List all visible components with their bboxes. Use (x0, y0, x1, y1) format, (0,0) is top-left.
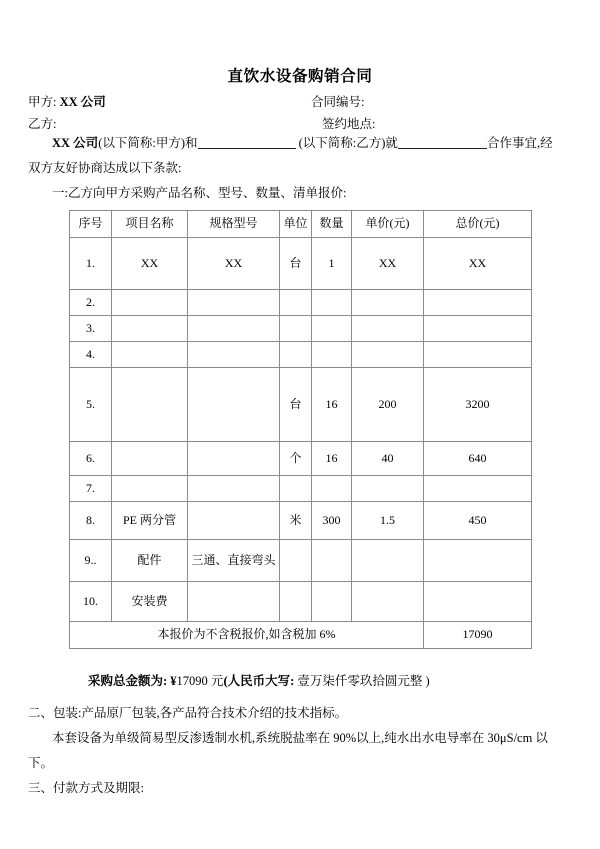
cell-spec (188, 315, 280, 341)
table-row (70, 581, 532, 621)
blank-subject-start (398, 148, 415, 149)
capital-amount: 壹万柒仟零玖拾圆元整 (297, 673, 423, 688)
th-price: 单价(元) (352, 210, 424, 237)
party-a-line (0, 87, 600, 109)
table-header-row (70, 210, 532, 237)
cell-total (424, 341, 532, 367)
cell-spec (188, 581, 280, 621)
cell-no: 8. (70, 501, 112, 539)
blank-party-b (198, 148, 296, 149)
cell-qty: 1 (312, 237, 352, 289)
cell-unit (280, 289, 312, 315)
cell-no: 2. (70, 289, 112, 315)
total-amount-label: 采购总金额为: (88, 673, 168, 688)
cell-price (352, 289, 424, 315)
currency-symbol: ¥ (170, 673, 177, 688)
preamble-text-3: 合作事宜,经双方友好协商达成以下条款: (28, 135, 553, 175)
cell-spec (188, 341, 280, 367)
cell-spec: 三通、直接弯头 (188, 539, 280, 581)
total-amount-line (0, 674, 600, 689)
cell-unit (280, 581, 312, 621)
cell-total (424, 475, 532, 501)
cell-name (112, 475, 188, 501)
cell-spec (188, 501, 280, 539)
cell-unit (280, 475, 312, 501)
contract-no-label: 合同编号: (311, 95, 365, 110)
party-b-line (0, 109, 600, 131)
cell-no: 6. (70, 441, 112, 475)
cell-price: XX (352, 237, 424, 289)
cell-qty (312, 475, 352, 501)
cell-total (424, 581, 532, 621)
cell-name: 安装费 (112, 581, 188, 621)
page-title: 直饮水设备购销合同 (227, 68, 373, 85)
preamble-company: XX 公司 (52, 135, 99, 150)
cell-no: 1. (70, 237, 112, 289)
total-amount-value: 17090 (176, 673, 208, 688)
preamble-paragraph (0, 131, 600, 181)
cell-price: 40 (352, 441, 424, 475)
cell-unit (280, 539, 312, 581)
cell-no: 4. (70, 341, 112, 367)
cell-qty: 16 (312, 367, 352, 441)
cell-unit: 个 (280, 441, 312, 475)
cell-total: 3200 (424, 367, 532, 441)
signing-place-label: 签约地点: (322, 117, 376, 132)
cell-no: 10. (70, 581, 112, 621)
cell-unit: 台 (280, 367, 312, 441)
cell-price (352, 341, 424, 367)
cell-total (424, 539, 532, 581)
table-row (70, 341, 532, 367)
cell-spec (188, 289, 280, 315)
quote-table-wrap (0, 210, 600, 649)
table-summary-row (70, 621, 532, 648)
clause-two-line-2 (0, 726, 600, 776)
cell-name (112, 341, 188, 367)
cell-qty (312, 315, 352, 341)
table-row (70, 367, 532, 441)
cell-price (352, 581, 424, 621)
cell-unit (280, 315, 312, 341)
th-total: 总价(元) (424, 210, 532, 237)
table-row (70, 289, 532, 315)
table-row (70, 501, 532, 539)
party-b-label: 乙方: (28, 117, 57, 132)
total-amount-unit: 元 (210, 673, 224, 688)
cell-unit: 米 (280, 501, 312, 539)
cell-spec (188, 475, 280, 501)
cell-total: 450 (424, 501, 532, 539)
th-no: 序号 (70, 210, 112, 237)
cell-price (352, 315, 424, 341)
clause-one-heading: 一:乙方向甲方采购产品名称、型号、数量、清单报价: (52, 185, 347, 200)
cell-no: 5. (70, 367, 112, 441)
cell-price: 200 (352, 367, 424, 441)
th-qty: 数量 (312, 210, 352, 237)
cell-name: PE 两分管 (112, 501, 188, 539)
clause-three-heading: 三、付款方式及期限: (28, 781, 144, 796)
table-row (70, 237, 532, 289)
cell-total (424, 315, 532, 341)
cell-name (112, 367, 188, 441)
cell-qty: 16 (312, 441, 352, 475)
th-name: 项目名称 (112, 210, 188, 237)
cell-spec (188, 441, 280, 475)
cell-price (352, 475, 424, 501)
summary-total: 17090 (424, 621, 532, 648)
blank-subject-end (415, 148, 487, 149)
capital-close: ) (425, 673, 430, 688)
table-row (70, 475, 532, 501)
clause-two-line-1: 二、包装:产品原厂包装,各产品符合技术介绍的技术指标。 (28, 706, 348, 721)
cell-price (352, 539, 424, 581)
cell-spec: XX (188, 237, 280, 289)
preamble-text-2: (以下简称:乙方)就 (298, 135, 398, 150)
cell-price: 1.5 (352, 501, 424, 539)
th-spec: 规格型号 (188, 210, 280, 237)
cell-name (112, 441, 188, 475)
table-row (70, 539, 532, 581)
summary-label: 本报价为不含税报价,如含税加 6% (70, 621, 424, 648)
table-row (70, 441, 532, 475)
capital-label: (人民币大写: (223, 673, 295, 688)
cell-qty (312, 289, 352, 315)
cell-total: XX (424, 237, 532, 289)
clause-two-line-2-text: 本套设备为单级简易型反渗透制水机,系统脱盐率在 90%以上,纯水出水电导率在 30μS/cm 以下。 (28, 731, 548, 771)
cell-qty: 300 (312, 501, 352, 539)
cell-no: 3. (70, 315, 112, 341)
cell-unit: 台 (280, 237, 312, 289)
cell-name: 配件 (112, 539, 188, 581)
cell-unit (280, 341, 312, 367)
cell-qty (312, 341, 352, 367)
table-row (70, 315, 532, 341)
cell-name: XX (112, 237, 188, 289)
cell-spec (188, 367, 280, 441)
cell-no: 7. (70, 475, 112, 501)
preamble-text-1: (以下简称:甲方)和 (98, 135, 198, 150)
cell-qty (312, 539, 352, 581)
cell-qty (312, 581, 352, 621)
cell-total: 640 (424, 441, 532, 475)
quote-table (69, 210, 532, 649)
party-a-value: XX 公司 (59, 95, 106, 110)
cell-total (424, 289, 532, 315)
cell-name (112, 289, 188, 315)
cell-no: 9.. (70, 539, 112, 581)
party-a-label: 甲方: (28, 95, 57, 110)
th-unit: 单位 (280, 210, 312, 237)
cell-name (112, 315, 188, 341)
